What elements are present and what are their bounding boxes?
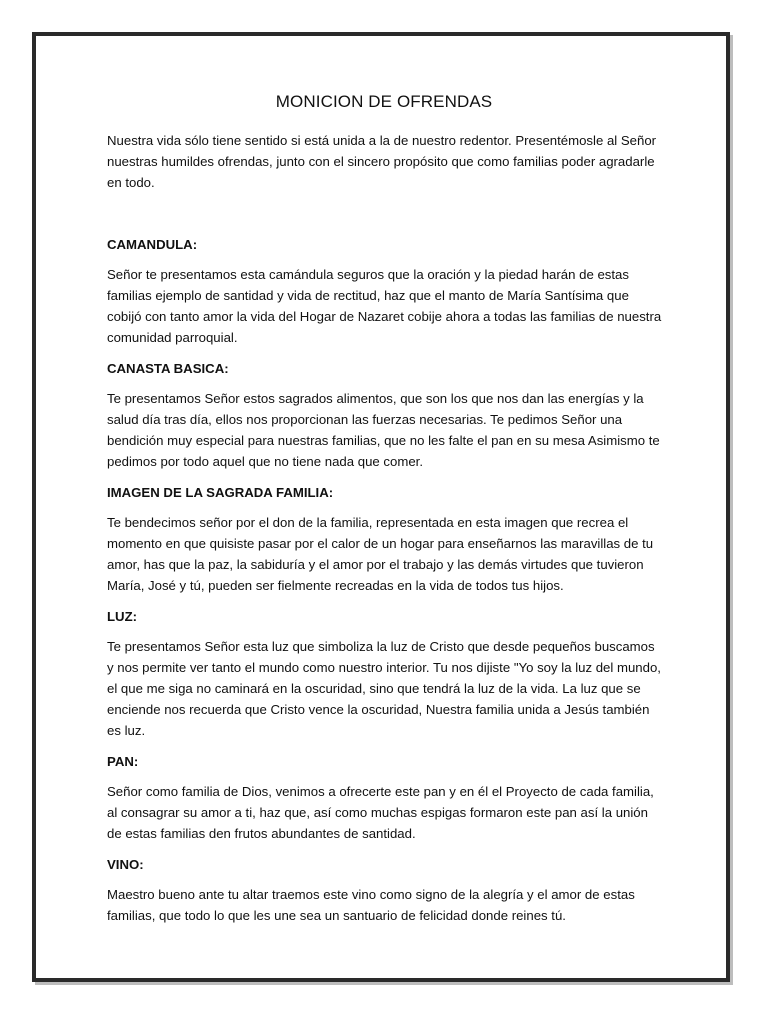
section-heading: PAN: xyxy=(107,754,139,769)
intro-paragraph: Nuestra vida sólo tiene sentido si está unida a la de nuestro redentor. Presentémosle al Señor nuestras humildes ofrendas, junto con el sincero propósito que como familias poder agradarle en todo. xyxy=(107,133,657,190)
section-heading: CAMANDULA: xyxy=(107,237,198,252)
section-heading: VINO: xyxy=(107,857,144,872)
section-heading: CANASTA BASICA: xyxy=(107,361,229,376)
section-text: Señor te presentamos esta camándula seguros que la oración y la piedad harán de estas familias ejemplo de santidad y vida de rectitud, haz que el manto de María Santísima que cobijó con tanto amor la vida del Hogar de Nazaret cobije ahora a todas las familias de nuestra comunidad parroquial. xyxy=(107,267,662,345)
section-imagen-sagrada-familia xyxy=(107,482,663,596)
section-text: Señor como familia de Dios, venimos a ofrecerte este pan y en él el Proyecto de cada familia, al consagrar su amor a ti, haz que, así como muchas espigas formaron este pan así la unión de estas familias den frutos abundantes de santidad. xyxy=(107,784,654,841)
section-camandula xyxy=(107,234,663,348)
section-pan xyxy=(107,751,663,844)
section-text: Te bendecimos señor por el don de la familia, representada en esta imagen que recrea el momento en que quisiste pasar por el calor de un hogar para enseñarnos las maravillas de tu amor, has que la paz, la sabiduría y el amor por el trabajo y las demás virtudes que tuvieron María, José y tú, pueden ser fielmente recreadas en la vida de todos tus hijos. xyxy=(107,515,654,593)
document-title: MONICION DE OFRENDAS xyxy=(275,92,493,111)
section-text: Te presentamos Señor estos sagrados alimentos, que son los que nos dan las energías y la salud día tras día, ellos nos proporcionan las fuerzas necesarias. Te pedimos Señor una bendición muy especial para nuestras familias, que no les falte el pan en su mesa Asimismo te pedimos por todo aquel que no tiene nada que comer. xyxy=(107,391,660,469)
section-heading: IMAGEN DE LA SAGRADA FAMILIA: xyxy=(107,485,334,500)
document-body xyxy=(107,130,663,926)
section-heading: LUZ: xyxy=(107,609,138,624)
section-text: Te presentamos Señor esta luz que simboliza la luz de Cristo que desde pequeños buscamos y nos permite ver tanto el mundo como nuestro interior. Tu nos dijiste "Yo soy la luz del mundo, el que me siga no caminará en la oscuridad, sino que tendrá la luz de la vida. La luz que se enciende nos recuerda que Cristo vence la oscuridad, Nuestra familia unida a Jesús también es luz. xyxy=(107,639,661,738)
spacer xyxy=(107,193,663,234)
section-text: Maestro bueno ante tu altar traemos este vino como signo de la alegría y el amor de estas familias, que todo lo que les une sea un santuario de felicidad donde reines tú. xyxy=(107,887,635,923)
section-canasta-basica xyxy=(107,358,663,472)
section-luz xyxy=(107,606,663,741)
section-vino xyxy=(107,854,663,926)
